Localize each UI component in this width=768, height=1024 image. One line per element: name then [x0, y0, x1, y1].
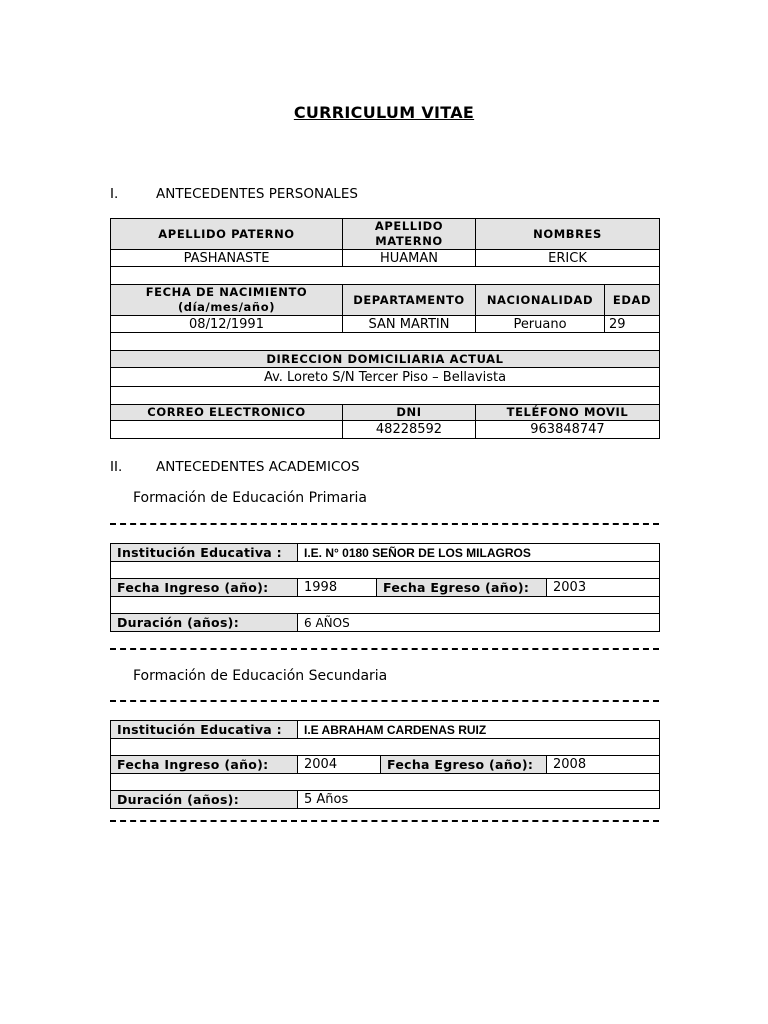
section-number: II.: [110, 459, 123, 475]
secundaria-table: [110, 720, 660, 809]
header-direccion: DIRECCION DOMICILIARIA ACTUAL: [111, 351, 660, 368]
dashed-divider: [110, 648, 659, 650]
header-departamento: DEPARTAMENTO: [343, 285, 476, 316]
secundaria-heading: Formación de Educación Secundaria: [133, 668, 388, 684]
secundaria-ingreso-label: Fecha Ingreso (año):: [111, 756, 298, 774]
value-dni: 48228592: [343, 421, 476, 439]
primaria-duracion-value: 6 AÑOS: [298, 614, 660, 632]
spacer-row: [111, 267, 660, 285]
primaria-egreso-value: 2003: [547, 579, 660, 597]
header-nombres: NOMBRES: [476, 219, 660, 250]
section-number: I.: [110, 186, 119, 202]
primaria-heading: Formación de Educación Primaria: [133, 490, 367, 506]
header-correo: CORREO ELECTRONICO: [111, 405, 343, 421]
primaria-ingreso-label: Fecha Ingreso (año):: [111, 579, 298, 597]
dashed-divider: [110, 700, 659, 702]
value-edad: 29: [605, 316, 660, 333]
secundaria-institucion-value: I.E ABRAHAM CARDENAS RUIZ: [298, 721, 660, 739]
section-label: ANTECEDENTES ACADEMICOS: [156, 459, 360, 475]
section-label: ANTECEDENTES PERSONALES: [156, 186, 358, 202]
header-edad: EDAD: [605, 285, 660, 316]
header-apellido-materno: APELLIDO MATERNO: [343, 219, 476, 250]
value-nombres: ERICK: [476, 250, 660, 267]
primaria-ingreso-value: 1998: [298, 579, 377, 597]
spacer-row: [111, 562, 660, 579]
header-nacionalidad: NACIONALIDAD: [476, 285, 605, 316]
secundaria-institucion-label: Institución Educativa :: [111, 721, 298, 739]
secundaria-duracion-label: Duración (años):: [111, 791, 298, 809]
section-heading-personales: [110, 186, 358, 202]
secundaria-duracion-value: 5 Años: [298, 791, 660, 809]
header-fecha-nacimiento: FECHA DE NACIMIENTO (día/mes/año): [111, 285, 343, 316]
spacer-row: [111, 387, 660, 405]
value-fecha-nacimiento: 08/12/1991: [111, 316, 343, 333]
value-departamento: SAN MARTIN: [343, 316, 476, 333]
primaria-duracion-label: Duración (años):: [111, 614, 298, 632]
value-correo: [111, 421, 343, 439]
header-apellido-paterno: APELLIDO PATERNO: [111, 219, 343, 250]
spacer-row: [111, 774, 660, 791]
spacer-row: [111, 739, 660, 756]
value-apellido-paterno: PASHANASTE: [111, 250, 343, 267]
value-telefono: 963848747: [476, 421, 660, 439]
primaria-egreso-label: Fecha Egreso (año):: [377, 579, 547, 597]
primaria-table: [110, 543, 660, 632]
secundaria-egreso-label: Fecha Egreso (año):: [381, 756, 547, 774]
dashed-divider: [110, 820, 659, 822]
header-dni: DNI: [343, 405, 476, 421]
value-apellido-materno: HUAMAN: [343, 250, 476, 267]
section-heading-academicos: [110, 459, 360, 475]
primaria-institucion-label: Institución Educativa :: [111, 544, 298, 562]
value-direccion: Av. Loreto S/N Tercer Piso – Bellavista: [111, 368, 660, 387]
dashed-divider: [110, 523, 659, 525]
secundaria-ingreso-value: 2004: [298, 756, 381, 774]
header-telefono: TELÉFONO MOVIL: [476, 405, 660, 421]
spacer-row: [111, 597, 660, 614]
primaria-institucion-value: I.E. N° 0180 SEÑOR DE LOS MILAGROS: [298, 544, 660, 562]
value-nacionalidad: Peruano: [476, 316, 605, 333]
secundaria-egreso-value: 2008: [547, 756, 660, 774]
document-title: CURRICULUM VITAE: [293, 103, 475, 122]
spacer-row: [111, 333, 660, 351]
personal-data-table: [110, 218, 660, 439]
